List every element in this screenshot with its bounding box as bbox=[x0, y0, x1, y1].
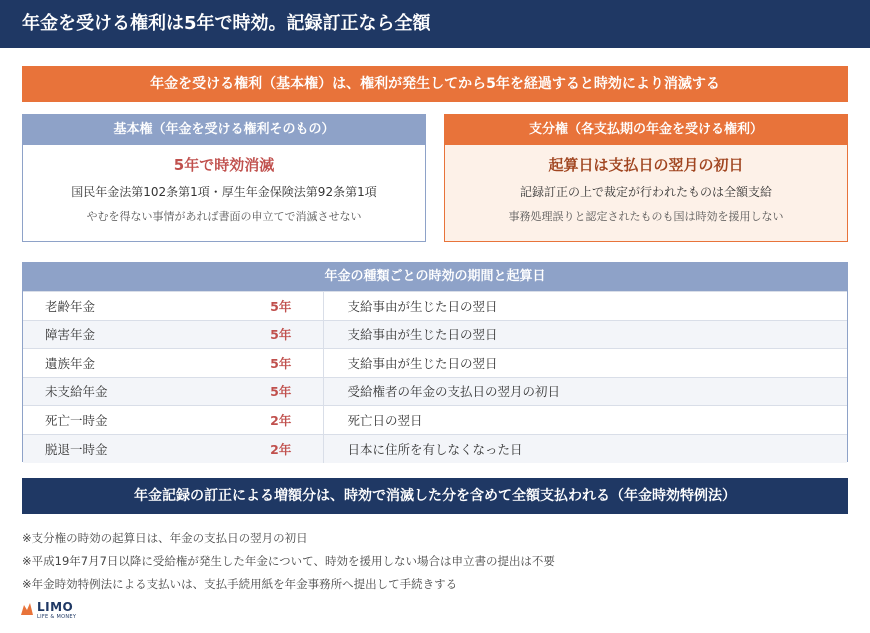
table-row bbox=[23, 434, 847, 463]
pension-type: 死亡一時金 bbox=[23, 406, 239, 435]
table-row bbox=[23, 320, 847, 349]
logo-tagline: LIFE & MONEY bbox=[37, 614, 77, 620]
branch-right-heading: 支分権（各支払期の年金を受ける権利） bbox=[445, 115, 847, 145]
pension-type: 遺族年金 bbox=[23, 349, 239, 378]
start-date: 日本に住所を有しなくなった日 bbox=[323, 434, 847, 463]
pension-type: 脱退一時金 bbox=[23, 434, 239, 463]
branch-right-card bbox=[444, 114, 848, 242]
limitation-years: 5年 bbox=[239, 377, 323, 406]
start-date: 死亡日の翌日 bbox=[323, 406, 847, 435]
basic-right-heading: 基本権（年金を受ける権利そのもの） bbox=[23, 115, 425, 145]
branch-right-title: 起算日は支払日の翌月の初日 bbox=[548, 156, 744, 174]
pension-type: 未支給年金 bbox=[23, 377, 239, 406]
footnotes bbox=[22, 527, 848, 596]
limitation-years: 2年 bbox=[239, 406, 323, 435]
basic-right-law: 国民年金法第102条第1項・厚生年金保険法第92条第1項 bbox=[71, 185, 377, 199]
special-act-banner: 年金記録の訂正による増額分は、時効で消滅した分を含めて全額支払われる（年金時効特例法） bbox=[22, 478, 848, 514]
limitation-years: 5年 bbox=[239, 320, 323, 349]
limo-mark-icon bbox=[20, 602, 34, 616]
limitation-table bbox=[22, 262, 848, 462]
limitation-years: 2年 bbox=[239, 434, 323, 463]
pension-type: 老齢年金 bbox=[23, 292, 239, 321]
table-row bbox=[23, 292, 847, 321]
table-row bbox=[23, 349, 847, 378]
basic-right-note: やむを得ない事情があれば書面の申立てで消滅させない bbox=[86, 210, 362, 223]
footnote: ※支分権の時効の起算日は、年金の支払日の翌月の初日 bbox=[22, 531, 308, 545]
basic-right-card bbox=[22, 114, 426, 242]
footnote: ※平成19年7月7日以降に受給権が発生した年金について、時効を援用しない場合は申立書の提出は不要 bbox=[22, 554, 555, 568]
pension-type: 障害年金 bbox=[23, 320, 239, 349]
start-date: 支給事由が生じた日の翌日 bbox=[323, 320, 847, 349]
start-date: 支給事由が生じた日の翌日 bbox=[323, 349, 847, 378]
limo-logo bbox=[20, 600, 100, 624]
table-row bbox=[23, 406, 847, 435]
limitation-table-body bbox=[23, 291, 847, 463]
limitation-years: 5年 bbox=[239, 292, 323, 321]
table-row bbox=[23, 377, 847, 406]
branch-right-note: 事務処理誤りと認定されたものも国は時効を援用しない bbox=[508, 210, 784, 223]
branch-right-detail: 記録訂正の上で裁定が行われたものは全額支給 bbox=[519, 185, 772, 199]
start-date: 受給権者の年金の支払日の翌月の初日 bbox=[323, 377, 847, 406]
page-title: 年金を受ける権利は5年で時効。記録訂正なら全額 bbox=[0, 0, 870, 48]
footnote: ※年金時効特例法による支払いは、支払手続用紙を年金事務所へ提出して手続きする bbox=[22, 577, 458, 591]
limitation-table-title: 年金の種類ごとの時効の期間と起算日 bbox=[23, 263, 847, 291]
basic-right-title: 5年で時効消滅 bbox=[173, 156, 275, 174]
start-date: 支給事由が生じた日の翌日 bbox=[323, 292, 847, 321]
statute-banner: 年金を受ける権利（基本権）は、権利が発生してから5年を経過すると時効により消滅する bbox=[22, 66, 848, 102]
limitation-years: 5年 bbox=[239, 349, 323, 378]
logo-name: LIMO bbox=[37, 600, 74, 614]
